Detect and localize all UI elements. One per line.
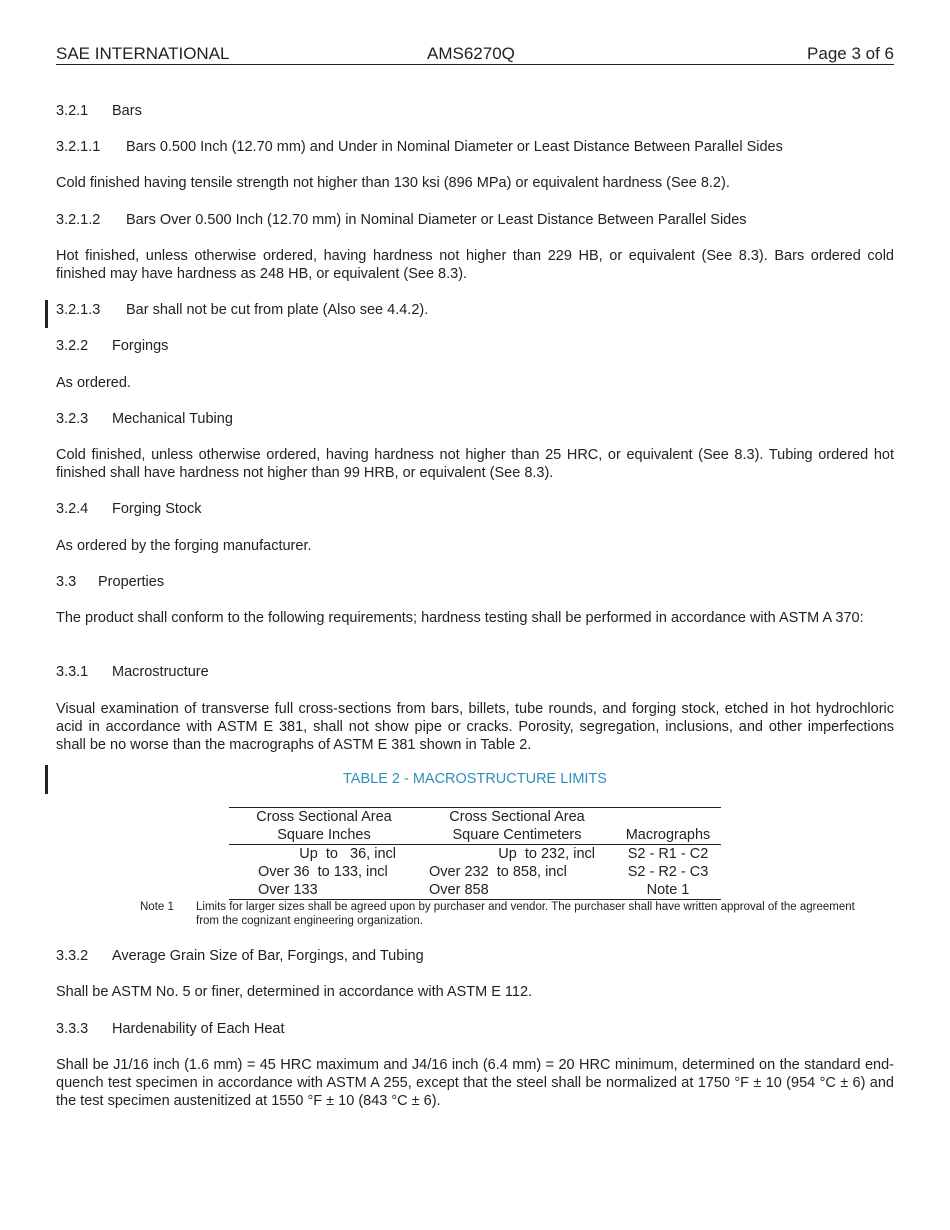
- table-cell: Note 1: [615, 881, 721, 900]
- page-header: [56, 44, 894, 65]
- table-row: [229, 881, 721, 900]
- table-cell: Up to 36, incl: [299, 846, 396, 862]
- paragraph-3-2-2: As ordered.: [56, 375, 131, 391]
- table-cell: S2 - R1 - C2: [627, 846, 709, 862]
- section-heading-3-2-1: 3.2.1 Bars: [56, 103, 142, 119]
- macrostructure-limits-table: [229, 807, 721, 900]
- table-cell: Over 858: [419, 881, 615, 900]
- note-label: Note 1: [140, 901, 174, 913]
- table-cell: Over 133: [229, 881, 419, 900]
- section-heading-3-2-1-3: 3.2.1.3 Bar shall not be cut from plate (Also see 4.4.2).: [56, 302, 429, 318]
- paragraph-3-3-3: Shall be J1/16 inch (1.6 mm) = 45 HRC maximum and J4/16 inch (6.4 mm) = 20 HRC minimum, determined on the standard end-quench test specimen in accordance with ASTM A 255, except that the steel shall be normalized at 1750 °F ± 10 (954 °C ± 6) and the test specimen austenitized at 1550 °F ± 10 (843 °C ± 6).: [56, 1057, 894, 1109]
- paragraph-3-3-1: Visual examination of transverse full cross-sections from bars, billets, tube rounds, and forging stock, etched in hot hydrochloric acid in accordance with ASTM E 381, shall not show pipe or cracks. Porosity, segregation, inclusions, and other imperfections shall be no worse than the macrographs of ASTM E 381 shown in Table 2.: [56, 701, 894, 753]
- header-cell: Cross Sectional Area: [256, 809, 392, 825]
- header-cell: [615, 808, 721, 827]
- header-cell: Cross Sectional Area: [449, 809, 585, 825]
- revision-bar: [45, 300, 48, 328]
- header-cell: Square Centimeters: [419, 826, 615, 845]
- header-cell: Square Inches: [229, 826, 419, 845]
- paragraph-3-3: The product shall conform to the following requirements; hardness testing shall be performed in accordance with ASTM A 370:: [56, 610, 864, 626]
- paragraph-3-2-4: As ordered by the forging manufacturer.: [56, 538, 312, 554]
- section-heading-3-2-1-1: 3.2.1.1 Bars 0.500 Inch (12.70 mm) and Under in Nominal Diameter or Least Distance Between Parallel Sides: [56, 139, 783, 155]
- section-heading-3-2-1-2: 3.2.1.2 Bars Over 0.500 Inch (12.70 mm) in Nominal Diameter or Least Distance Between Parallel Sides: [56, 212, 747, 228]
- table-cell: Up to 232, incl: [498, 846, 595, 862]
- section-heading-3-2-3: 3.2.3 Mechanical Tubing: [56, 411, 233, 427]
- header-document-id: AMS6270Q: [427, 44, 515, 63]
- table-row: [229, 863, 721, 881]
- section-heading-3-3-2: 3.3.2 Average Grain Size of Bar, Forgings, and Tubing: [56, 948, 424, 964]
- table-cell: Over 232 to 858, incl: [429, 864, 567, 880]
- paragraph-3-3-2: Shall be ASTM No. 5 or finer, determined in accordance with ASTM E 112.: [56, 984, 533, 1000]
- section-heading-3-3: 3.3 Properties: [56, 574, 165, 590]
- paragraph-3-2-1-1: Cold finished having tensile strength not higher than 130 ksi (896 MPa) or equivalent hardness (See 8.2).: [56, 175, 730, 191]
- note-text: Limits for larger sizes shall be agreed upon by purchaser and vendor. The purchaser shall have written approval of the agreement from the cognizant engineering organization.: [196, 901, 855, 927]
- header-cell: Macrographs: [615, 826, 721, 845]
- paragraph-3-2-1-2: Hot finished, unless otherwise ordered, having hardness not higher than 229 HB, or equivalent (See 8.3). Bars ordered cold finished may have hardness as 248 HB, or equivalent (See 8.3).: [56, 248, 894, 282]
- section-heading-3-2-4: 3.2.4 Forging Stock: [56, 501, 202, 517]
- header-organization: SAE INTERNATIONAL: [56, 44, 230, 63]
- table-cell: S2 - R2 - C3: [627, 864, 709, 880]
- section-heading-3-3-3: 3.3.3 Hardenability of Each Heat: [56, 1021, 285, 1037]
- paragraph-3-2-3: Cold finished, unless otherwise ordered, having hardness not higher than 25 HRC, or equivalent (See 8.3). Tubing ordered hot finished shall have hardness not higher than 99 HRB, or equivalent (See 8.3).: [56, 447, 894, 481]
- revision-bar: [45, 765, 48, 794]
- table-cell: Over 36 to 133, incl: [258, 864, 388, 880]
- table-row: [229, 845, 721, 864]
- section-heading-3-2-2: 3.2.2 Forgings: [56, 338, 169, 354]
- header-page-number: Page 3 of 6: [807, 44, 894, 63]
- section-heading-3-3-1: 3.3.1 Macrostructure: [56, 664, 209, 680]
- table-caption: TABLE 2 - MACROSTRUCTURE LIMITS: [343, 771, 607, 787]
